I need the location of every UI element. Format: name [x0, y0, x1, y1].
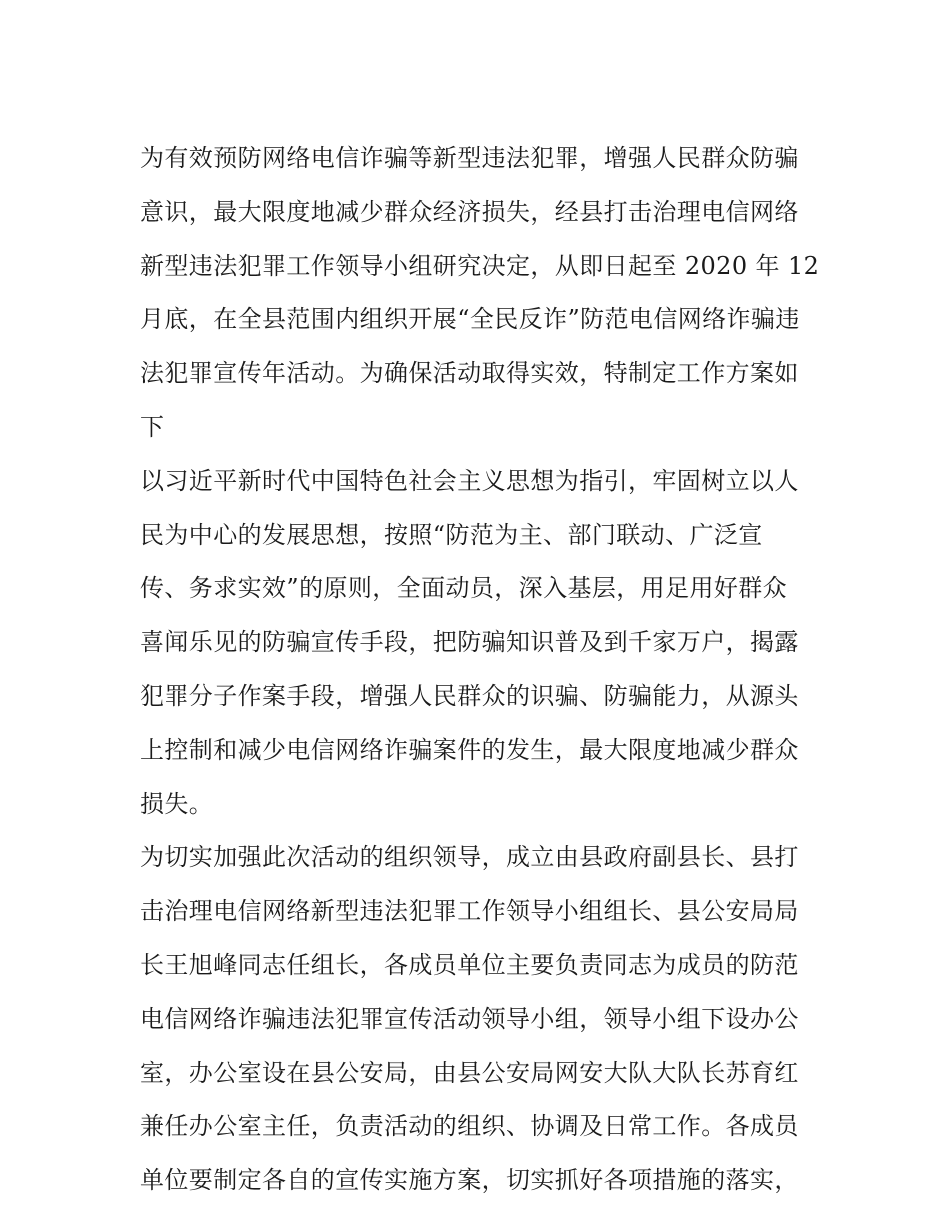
document-body — [140, 132, 820, 1208]
paragraph-guiding-principle — [140, 455, 815, 832]
text-line: 犯罪分子作案手段，增强人民群众的识骗、防骗能力，从源头 — [140, 681, 799, 710]
text-line: 电信网络诈骗违法犯罪宣传活动领导小组，领导小组下设办公 — [140, 1004, 799, 1033]
paragraph-intro — [140, 132, 820, 455]
text-line: 长王旭峰同志任组长，各成员单位主要负责同志为成员的防范 — [140, 950, 799, 979]
text-line: 上控制和减少电信网络诈骗案件的发生，最大限度地减少群众 — [140, 735, 799, 764]
text-line: 下 — [140, 412, 165, 441]
text-line: 法犯罪宣传年活动。为确保活动取得实效，特制定工作方案如 — [140, 359, 799, 388]
text-line: 击治理电信网络新型违法犯罪工作领导小组组长、县公安局局 — [140, 897, 799, 926]
text-line: 为切实加强此次活动的组织领导，成立由县政府副县长、县打 — [140, 843, 799, 872]
text-line: 传、务求实效”的原则，全面动员，深入基层，用足用好群众 — [140, 574, 788, 603]
text-line: 室，办公室设在县公安局，由县公安局网安大队大队长苏育红 — [140, 1058, 799, 1087]
text-line: 为有效预防网络电信诈骗等新型违法犯罪，增强人民群众防骗 — [140, 144, 799, 172]
text-line: 新型违法犯罪工作领导小组研究决定，从即日起至 2020 年 12 — [140, 251, 820, 280]
text-line: 喜闻乐见的防骗宣传手段，把防骗知识普及到千家万户，揭露 — [140, 628, 799, 657]
text-line: 损失。 — [140, 789, 214, 818]
text-line: 单位要制定各自的宣传实施方案，切实抓好各项措施的落实， — [140, 1166, 799, 1195]
paragraph-organization — [140, 831, 815, 1208]
text-line: 月底，在全县范围内组织开展“全民反诈”防范电信网络诈骗违 — [140, 305, 800, 334]
text-line: 兼任办公室主任，负责活动的组织、协调及日常工作。各成员 — [140, 1112, 799, 1141]
text-line: 意识，最大限度地减少群众经济损失，经县打击治理电信网络 — [140, 197, 799, 226]
text-line: 以习近平新时代中国特色社会主义思想为指引，牢固树立以人 — [140, 466, 799, 495]
text-line: 民为中心的发展思想，按照“防范为主、部门联动、广泛宣 — [140, 520, 763, 549]
